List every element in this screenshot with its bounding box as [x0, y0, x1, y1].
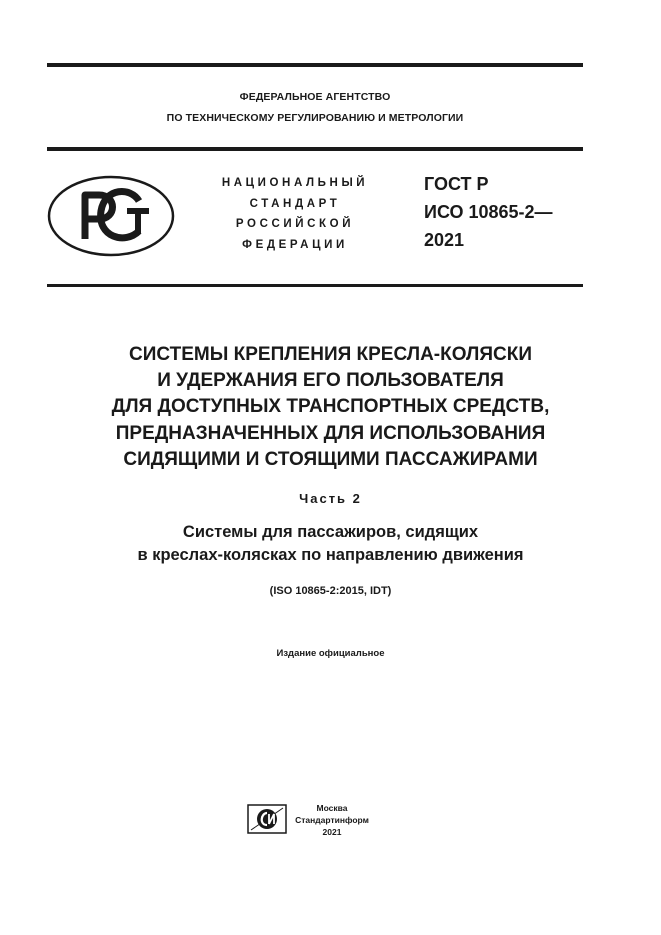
- national-line: СТАНДАРТ: [249, 197, 341, 210]
- publisher-year: 2021: [322, 827, 342, 837]
- national-line: НАЦИОНАЛЬНЫЙ: [221, 177, 369, 189]
- iso-reference: (ISO 10865-2:2015, IDT): [269, 585, 392, 597]
- national-line: РОССИЙСКОЙ: [235, 218, 355, 230]
- national-standard-label: [200, 173, 390, 255]
- subtitle-line: Системы для пассажиров, сидящих: [182, 523, 479, 541]
- part-label: Часть 2: [299, 491, 362, 506]
- standard-designation: [424, 170, 553, 254]
- title-line: ДЛЯ ДОСТУПНЫХ ТРАНСПОРТНЫХ СРЕДСТВ,: [111, 396, 550, 418]
- title-line: ПРЕДНАЗНАЧЕННЫХ ДЛЯ ИСПОЛЬЗОВАНИЯ: [115, 422, 546, 444]
- designation-line: ИСО 10865-2—: [424, 202, 553, 222]
- agency-name-line2: ПО ТЕХНИЧЕСКОМУ РЕГУЛИРОВАНИЮ И МЕТРОЛОГИИ: [166, 112, 464, 124]
- document-subtitle: [30, 521, 631, 567]
- gost-r-rst-logo-icon: [47, 175, 175, 257]
- agency-name-line1: ФЕДЕРАЛЬНОЕ АГЕНТСТВО: [239, 91, 391, 103]
- designation-line: ГОСТ Р: [424, 174, 489, 194]
- designation-line: 2021: [424, 230, 465, 250]
- document-title: [30, 342, 631, 473]
- title-line: И УДЕРЖАНИЯ ЕГО ПОЛЬЗОВАТЕЛЯ: [157, 370, 504, 392]
- publisher-info: [290, 802, 374, 838]
- title-line: СИСТЕМЫ КРЕПЛЕНИЯ КРЕСЛА-КОЛЯСКИ: [129, 344, 532, 365]
- top-rule: [47, 63, 583, 67]
- edition-label: Издание официальное: [276, 648, 385, 659]
- title-rule: [47, 284, 583, 287]
- publisher-name: Стандартинформ: [295, 815, 369, 825]
- publisher-city: Москва: [316, 803, 348, 813]
- national-line: ФЕДЕРАЦИИ: [242, 238, 348, 251]
- subtitle-line: в креслах-колясках по направлению движения: [137, 546, 524, 564]
- header-rule: [47, 147, 583, 151]
- title-line: СИДЯЩИМИ И СТОЯЩИМИ ПАССАЖИРАМИ: [123, 448, 538, 470]
- standartinform-logo-icon: [247, 804, 287, 834]
